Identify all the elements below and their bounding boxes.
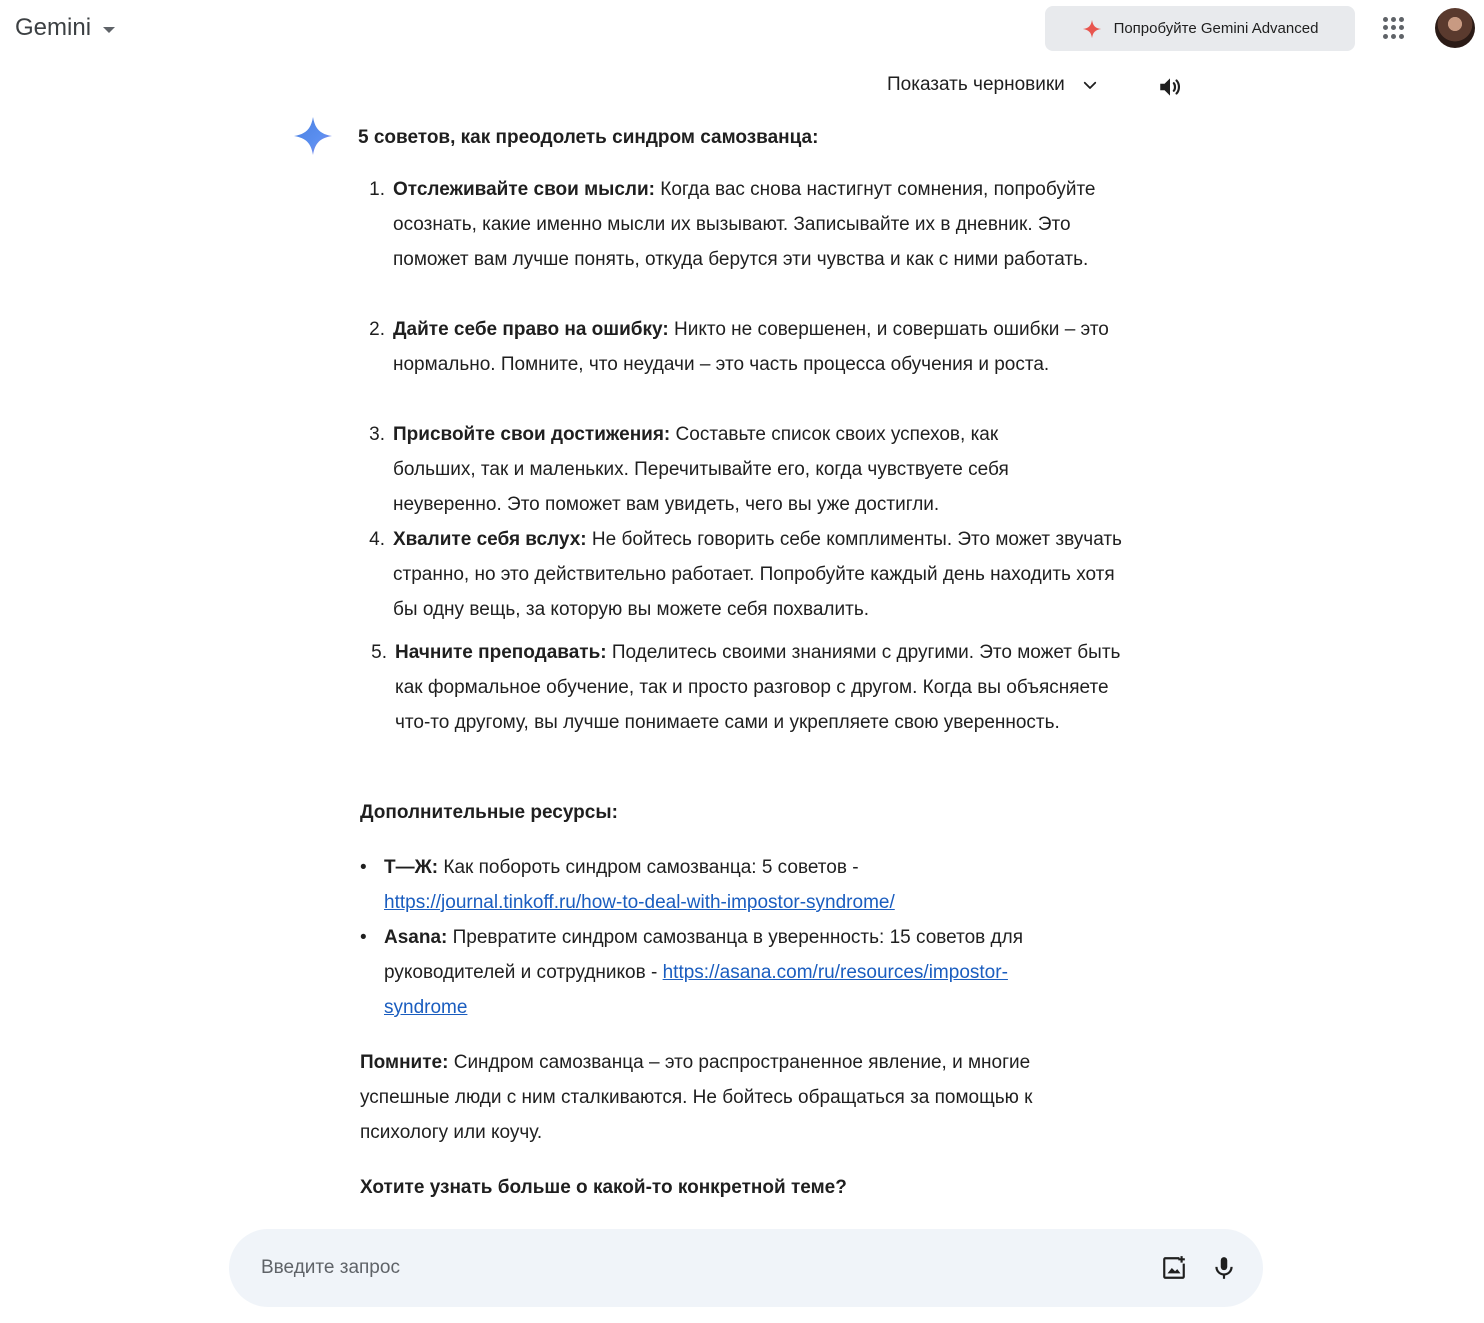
try-advanced-label: Попробуйте Gemini Advanced	[1113, 20, 1319, 37]
tip-heading: Присвойте свои достижения:	[393, 424, 671, 445]
resource-source: Т—Ж:	[384, 857, 439, 878]
list-item	[360, 635, 1128, 740]
bullet-icon: •	[360, 857, 367, 878]
show-drafts-button[interactable]	[887, 74, 1099, 96]
brand-name: Gemini	[15, 14, 92, 41]
tip-heading: Начните преподавать:	[395, 642, 607, 663]
sparkle-icon	[1082, 19, 1102, 39]
speaker-icon[interactable]	[1157, 74, 1183, 100]
list-number: 1.	[369, 179, 385, 200]
remember-paragraph	[360, 1045, 1100, 1150]
try-advanced-button[interactable]	[1045, 6, 1355, 51]
list-number: 2.	[369, 319, 385, 340]
tip-text: Не бойтесь говорить себе комплименты. Это может звучать странно, но это действительно работает. Попробуйте каждый день находить хотя бы одну вещь, за которую вы можете себя похвалить.	[393, 529, 1122, 620]
list-item	[358, 172, 1128, 277]
resource-text: Превратите синдром самозванца в уверенность: 15 советов для руководителей и сотрудников -	[384, 927, 1023, 983]
resource-link[interactable]: https://journal.tinkoff.ru/how-to-deal-with-impostor-syndrome/	[384, 892, 895, 913]
list-number: 4.	[369, 529, 385, 550]
tip-text: Составьте список своих успехов, как больших, так и маленьких. Перечитывайте его, когда чувствуете себя неуверенно. Это поможет вам увидеть, чего вы уже достигли.	[393, 424, 1009, 515]
image-upload-icon[interactable]	[1161, 1255, 1187, 1281]
resource-text: Как побороть синдром самозванца: 5 советов -	[438, 857, 859, 878]
prompt-bar	[229, 1229, 1263, 1307]
list-number: 5.	[371, 642, 387, 663]
resources-heading: Дополнительные ресурсы:	[360, 802, 618, 823]
resource-link[interactable]: https://asana.com/ru/resources/impostor-syndrome	[384, 962, 1008, 1018]
google-apps-icon[interactable]	[1383, 17, 1405, 39]
list-item	[358, 312, 1128, 382]
tip-heading: Хвалите себя вслух:	[393, 529, 587, 550]
resource-item	[360, 920, 1080, 1025]
microphone-icon[interactable]	[1211, 1255, 1237, 1281]
tip-text: Никто не совершенен, и совершать ошибки – это нормально. Помните, что неудачи – это часть процесса обучения и роста.	[393, 319, 1109, 375]
avatar[interactable]	[1435, 8, 1475, 48]
bullet-icon: •	[360, 927, 367, 948]
tip-text: Когда вас снова настигнут сомнения, попробуйте осознать, какие именно мысли их вызывают. Записывайте их в дневник. Это поможет вам лучше понять, откуда берутся эти чувства и как с ними работать.	[393, 179, 1096, 270]
resource-source: Asana:	[384, 927, 448, 948]
remember-text: Синдром самозванца – это распространенное явление, и многие успешные люди с ним сталкиваются. Не бойтесь обращаться за помощью к психологу или коучу.	[360, 1052, 1033, 1143]
remember-label: Помните:	[360, 1052, 449, 1073]
list-item	[358, 522, 1128, 627]
chevron-down-icon	[1081, 76, 1099, 94]
caret-down-icon	[103, 27, 115, 33]
response-title: 5 советов, как преодолеть синдром самозванца:	[358, 127, 819, 148]
tip-text: Поделитесь своими знаниями с другими. Это может быть как формальное обучение, так и просто разговор с другом. Когда вы объясняете что-то другому, вы лучше понимаете сами и укрепляете свою уверенность.	[395, 642, 1121, 733]
tip-heading: Отслеживайте свои мысли:	[393, 179, 656, 200]
resource-item	[360, 850, 1080, 920]
list-number: 3.	[369, 424, 385, 445]
model-switcher[interactable]	[15, 14, 115, 42]
show-drafts-label: Показать черновики	[887, 74, 1065, 95]
list-item	[358, 417, 1078, 522]
gemini-spark-icon	[294, 116, 332, 156]
prompt-input[interactable]	[261, 1229, 1141, 1307]
tip-heading: Дайте себе право на ошибку:	[393, 319, 669, 340]
closing-question: Хотите узнать больше о какой-то конкретной теме?	[360, 1177, 847, 1198]
